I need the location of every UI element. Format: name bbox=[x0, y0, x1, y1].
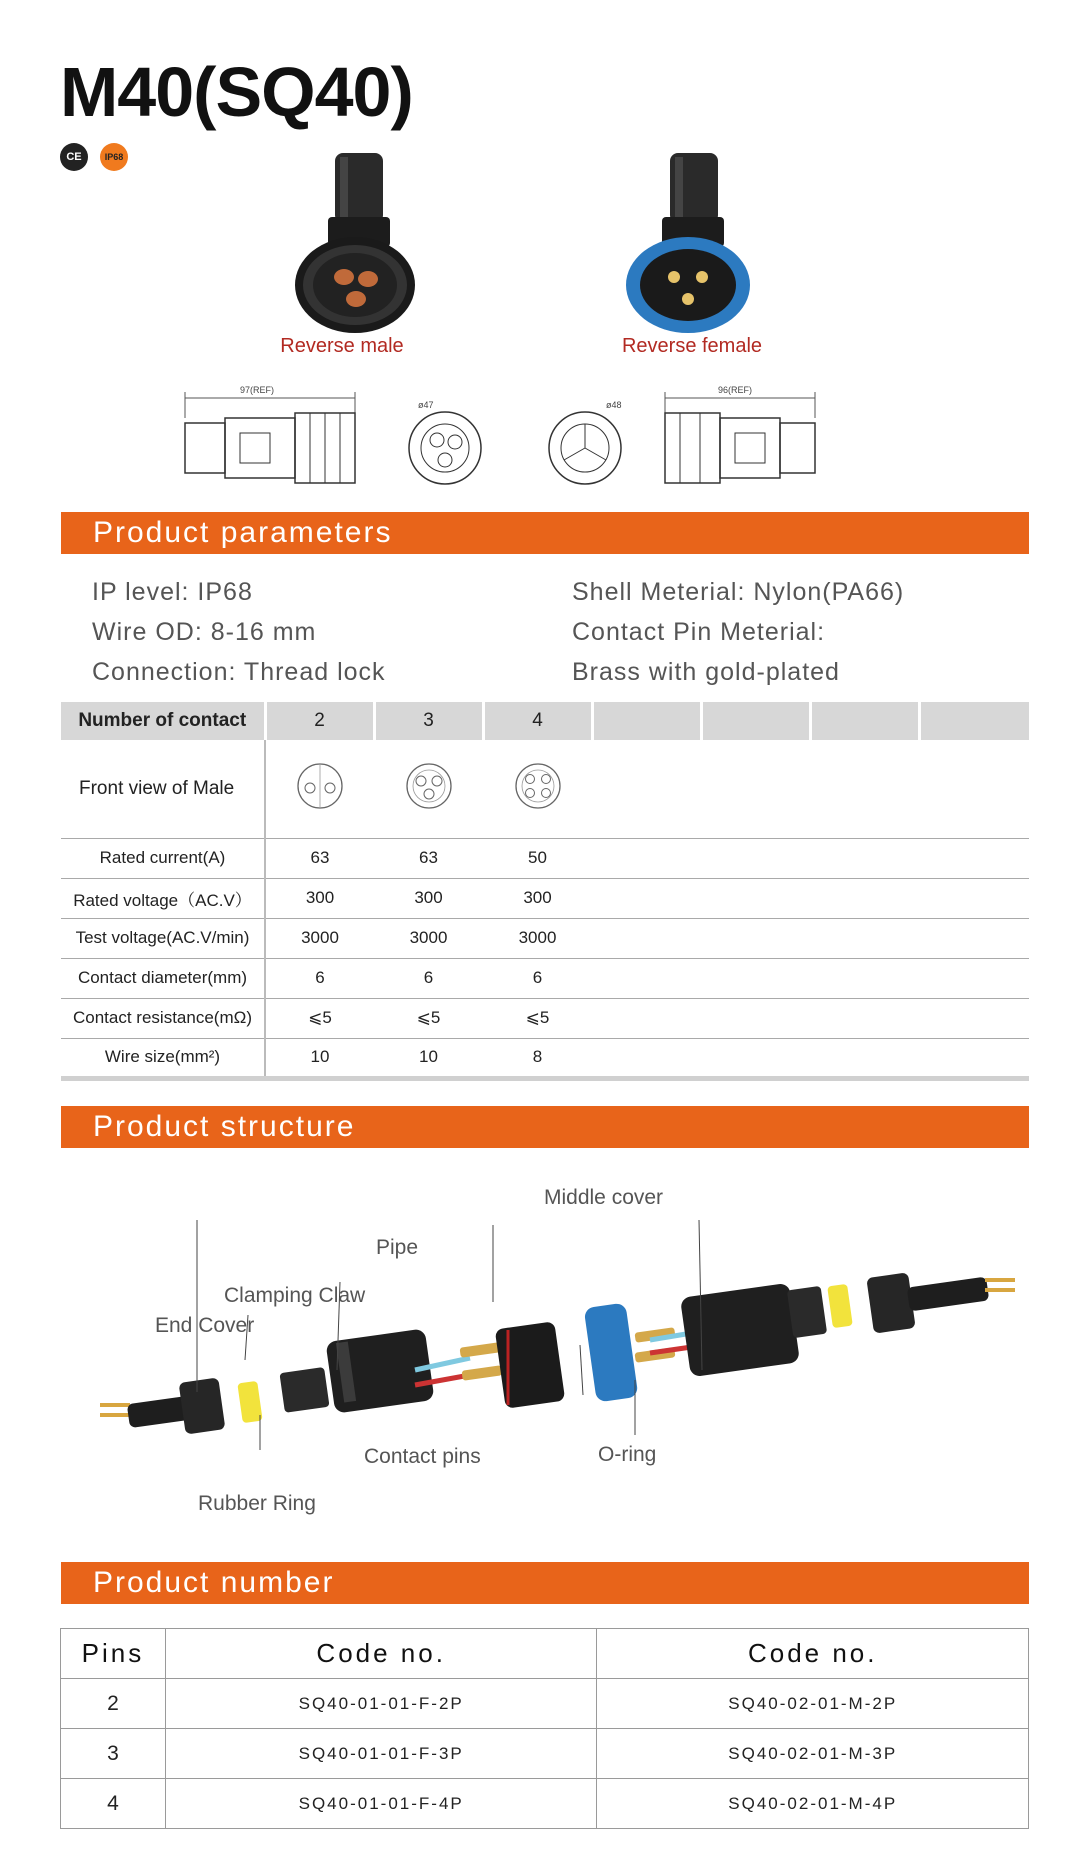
spec-col-empty bbox=[810, 702, 919, 740]
pn-code-f: SQ40-01-01-F-2P bbox=[165, 1679, 597, 1729]
spec-cell: 6 bbox=[374, 958, 483, 998]
spec-col-empty bbox=[592, 702, 701, 740]
param-connection: Connection: Thread lock bbox=[92, 658, 386, 686]
spec-header-label: Number of contact bbox=[61, 702, 265, 740]
spec-row bbox=[61, 918, 1029, 958]
spec-col-empty bbox=[701, 702, 810, 740]
spec-cell: 10 bbox=[374, 1038, 483, 1078]
spec-row-label: Rated voltage（AC.V） bbox=[61, 878, 265, 918]
spec-cell: 3000 bbox=[374, 918, 483, 958]
product-number-table bbox=[60, 1628, 1029, 1829]
spec-row-label: Test voltage(AC.V/min) bbox=[61, 918, 265, 958]
spec-cell: 300 bbox=[265, 878, 374, 918]
female-length-dim: 96(REF) bbox=[718, 385, 753, 395]
param-ip-level: IP level: IP68 bbox=[92, 578, 253, 606]
pn-code-m: SQ40-02-01-M-3P bbox=[597, 1729, 1029, 1779]
reverse-male-connector-image bbox=[280, 145, 430, 335]
exploded-structure-diagram bbox=[90, 1220, 1030, 1480]
spec-col-2: 2 bbox=[265, 702, 374, 740]
pn-header-row bbox=[61, 1629, 1029, 1679]
pn-pins: 3 bbox=[61, 1729, 166, 1779]
spec-header-row bbox=[61, 702, 1029, 740]
pn-code-f: SQ40-01-01-F-4P bbox=[165, 1779, 597, 1829]
spec-row bbox=[61, 838, 1029, 878]
pn-code-m: SQ40-02-01-M-2P bbox=[597, 1679, 1029, 1729]
spec-row bbox=[61, 998, 1029, 1038]
spec-col-3: 3 bbox=[374, 702, 483, 740]
pn-code-f: SQ40-01-01-F-3P bbox=[165, 1729, 597, 1779]
label-clamping-claw: Clamping Claw bbox=[224, 1284, 366, 1307]
spec-cell: 300 bbox=[483, 878, 592, 918]
spec-cell: 6 bbox=[265, 958, 374, 998]
pn-pins: 2 bbox=[61, 1679, 166, 1729]
pn-header-code-m: Code no. bbox=[597, 1629, 1029, 1679]
label-rubber-ring: Rubber Ring bbox=[198, 1492, 316, 1515]
label-o-ring: O-ring bbox=[598, 1443, 657, 1466]
ip68-badge-icon: IP68 bbox=[100, 143, 128, 171]
page-title: M40(SQ40) bbox=[60, 53, 413, 131]
spec-cell: 10 bbox=[265, 1038, 374, 1078]
spec-cell: ⩽5 bbox=[265, 998, 374, 1038]
label-pipe: Pipe bbox=[376, 1236, 419, 1259]
front-view-2pin-icon bbox=[265, 740, 374, 838]
reverse-male-label: Reverse male bbox=[280, 335, 404, 357]
spec-col-empty bbox=[919, 702, 1029, 740]
structure-section-banner: Product structure bbox=[61, 1106, 1029, 1148]
spec-row bbox=[61, 878, 1029, 918]
spec-cell: ⩽5 bbox=[374, 998, 483, 1038]
spec-cell: 300 bbox=[374, 878, 483, 918]
pn-header-code-f: Code no. bbox=[165, 1629, 597, 1679]
spec-cell: 50 bbox=[483, 838, 592, 878]
label-end-cover: End Cover bbox=[155, 1314, 255, 1337]
male-length-dim: 97(REF) bbox=[240, 385, 275, 395]
spec-table bbox=[61, 702, 1029, 1081]
spec-row-label: Contact diameter(mm) bbox=[61, 958, 265, 998]
param-contact-pin-value: Brass with gold-plated bbox=[572, 658, 840, 686]
pn-code-m: SQ40-02-01-M-4P bbox=[597, 1779, 1029, 1829]
product-number-section-banner: Product number bbox=[61, 1562, 1029, 1604]
spec-row-label: Contact resistance(mΩ) bbox=[61, 998, 265, 1038]
label-middle-cover: Middle cover bbox=[544, 1186, 664, 1209]
spec-cell: ⩽5 bbox=[483, 998, 592, 1038]
pn-header-pins: Pins bbox=[61, 1629, 166, 1679]
spec-front-view-row bbox=[61, 740, 1029, 838]
reverse-female-connector-image bbox=[610, 145, 760, 335]
front-view-3pin-icon bbox=[374, 740, 483, 838]
param-contact-pin-material: Contact Pin Meterial: bbox=[572, 618, 826, 646]
spec-row-label: Front view of Male bbox=[61, 740, 265, 838]
female-dimension-drawing bbox=[540, 378, 860, 493]
spec-col-4: 4 bbox=[483, 702, 592, 740]
front-view-4pin-icon bbox=[483, 740, 592, 838]
parameters-section-banner: Product parameters bbox=[61, 512, 1029, 554]
table-row bbox=[61, 1729, 1029, 1779]
spec-row-label: Rated current(A) bbox=[61, 838, 265, 878]
param-wire-od: Wire OD: 8-16 mm bbox=[92, 618, 317, 646]
pn-pins: 4 bbox=[61, 1779, 166, 1829]
spec-cell: 3000 bbox=[265, 918, 374, 958]
spec-cell: 3000 bbox=[483, 918, 592, 958]
spec-cell: 8 bbox=[483, 1038, 592, 1078]
table-row bbox=[61, 1679, 1029, 1729]
spec-cell: 6 bbox=[483, 958, 592, 998]
male-diameter-dim: ø47 bbox=[418, 400, 434, 410]
ce-mark-icon: CE bbox=[60, 143, 88, 171]
spec-row bbox=[61, 958, 1029, 998]
table-row bbox=[61, 1779, 1029, 1829]
spec-cell: 63 bbox=[374, 838, 483, 878]
param-shell-material: Shell Meterial: Nylon(PA66) bbox=[572, 578, 905, 606]
spec-row-label: Wire size(mm²) bbox=[61, 1038, 265, 1078]
label-contact-pins: Contact pins bbox=[364, 1445, 481, 1468]
reverse-female-label: Reverse female bbox=[621, 335, 763, 357]
male-dimension-drawing bbox=[180, 378, 500, 493]
spec-cell: 63 bbox=[265, 838, 374, 878]
female-diameter-dim: ø48 bbox=[606, 400, 622, 410]
spec-row bbox=[61, 1038, 1029, 1078]
